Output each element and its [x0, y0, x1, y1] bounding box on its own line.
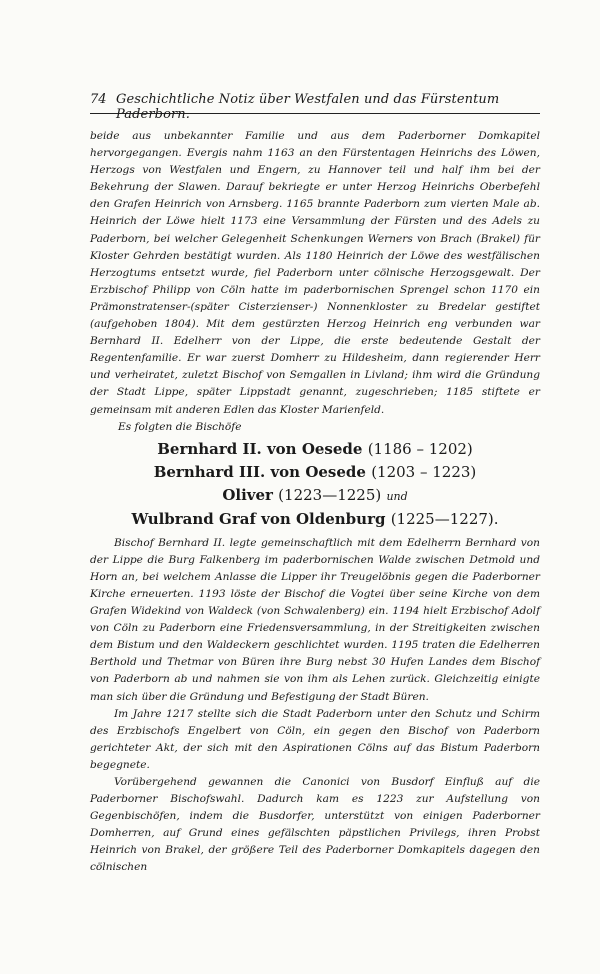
paragraph-3: Im Jahre 1217 stellte sich die Stadt Paderborn unter den Schutz und Schirm des Erzbischofs Engelbert von Cöln, ein gegen den Bischof von Paderborn gerichteter Akt, der sich mit den Aspirationen Cölns auf das Bistum Paderborn begegnete.	[90, 707, 540, 771]
bishop-name: Bernhard II. von Oesede	[157, 439, 363, 458]
book-page	[90, 92, 540, 877]
running-title: Geschichtliche Notiz über Westfalen und das Fürstentum Paderborn.	[116, 92, 500, 122]
bishop-conjunction: und	[386, 489, 408, 503]
bishop-years: (1223—1225)	[278, 485, 382, 504]
bishop-heading	[90, 508, 540, 531]
bishops-intro: Es folgten die Bischöfe	[118, 420, 242, 433]
running-head	[90, 92, 540, 122]
paragraph-1: beide aus unbekannter Familie und aus dem Paderborner Domkapitel hervorgegangen. Evergis nahm 1163 an den Fürstentagen Heinrichs des Löwen, Herzogs von Westfalen und Engern, zu Hannover teil und half ihm bei der Bekehrung der Slawen. Darauf bekriegte er unter Herzog Heinrichs Oberbefehl den Grafen Heinrich von Arnsberg. 1165 brannte Paderborn zum vierten Male ab. Heinrich der Löwe hielt 1173 eine Versammlung der Fürsten und des Adels zu Paderborn, bei welcher Gelegenheit Schenkungen Werners von Brach (Brakel) für Kloster Gehrden bestätigt wurden. Als 1180 Heinrich der Löwe des westfälischen Herzogtums entsetzt wurde, fiel Paderborn unter cölnische Herzogsgewalt. Der Erzbischof Philipp von Cöln hatte im paderbornischen Sprengel schon 1170 ein Prämonstratenser-(später Cisterzienser-) Nonnenkloster zu Bredelar gestiftet (aufgehoben 1804). Mit dem gestürzten Herzog Heinrich eng verbunden war Bernhard II. Edelherr von der Lippe, die erste bedeutende Gestalt der Regentenfamilie. Er war zuerst Domherr zu Hildesheim, dann regierender Herr und verheiratet, zuletzt Bischof von Semgallen in Livland; ihm wird die Gründung der Stadt Lippe, später Lippstadt genannt, zugeschrieben; 1185 stiftete er gemeinsam mit anderen Edlen das Kloster Marienfeld.	[90, 130, 540, 416]
bishop-name: Bernhard III. von Oesede	[153, 462, 366, 481]
bishop-heading	[90, 484, 540, 508]
bishop-name: Oliver	[222, 485, 273, 504]
paragraph-2: Bischof Bernhard II. legte gemeinschaftlich mit dem Edelherrn Bernhard von der Lippe die Burg Falkenberg im paderbornischen Walde zwischen Detmold und Horn an, bei welchem Anlasse die Lipper ihr Treugelöbnis gegen die Paderborner Kirche erneuerten. 1193 löste der Bischof die Vogtei über seine Kirche von dem Grafen Widekind von Waldeck (von Schwalenberg) ein. 1194 hielt Erzbischof Adolf von Cöln zu Paderborn eine Friedensversammlung, in der Streitigkeiten zwischen dem Bistum und den Waldeckern geschlichtet wurden. 1195 traten die Edelherren Berthold und Thetmar von Büren ihre Burg nebst 30 Hufen Landes dem Bischof von Paderborn ab und nahmen sie von ihm als Lehen zurück. Gleichzeitig einigte man sich über die Gründung und Befestigung der Stadt Büren.	[90, 536, 540, 703]
bishops-list	[90, 438, 540, 531]
bishop-heading	[90, 461, 540, 484]
bishop-years: (1186 – 1202)	[367, 439, 473, 458]
bishop-heading	[90, 438, 540, 461]
page-body	[90, 128, 540, 877]
bishop-years: (1203 – 1223)	[371, 462, 477, 481]
bishop-years: (1225—1227).	[390, 509, 499, 528]
paragraph-4: Vorübergehend gewannen die Canonici von Busdorf Einfluß auf die Paderborner Bischofswahl. Dadurch kam es 1223 zur Aufstellung von Gegenbischöfen, indem die Busdorfer, unterstützt von einigen Paderborner Domherren, auf Grund eines gefälschten päpstlichen Privilegs, ihren Probst Heinrich von Brakel, der größere Teil des Paderborner Domkapitels dagegen den cölnischen	[90, 776, 540, 874]
page-number: 74	[90, 92, 107, 107]
bishop-name: Wulbrand Graf von Oldenburg	[131, 509, 386, 528]
